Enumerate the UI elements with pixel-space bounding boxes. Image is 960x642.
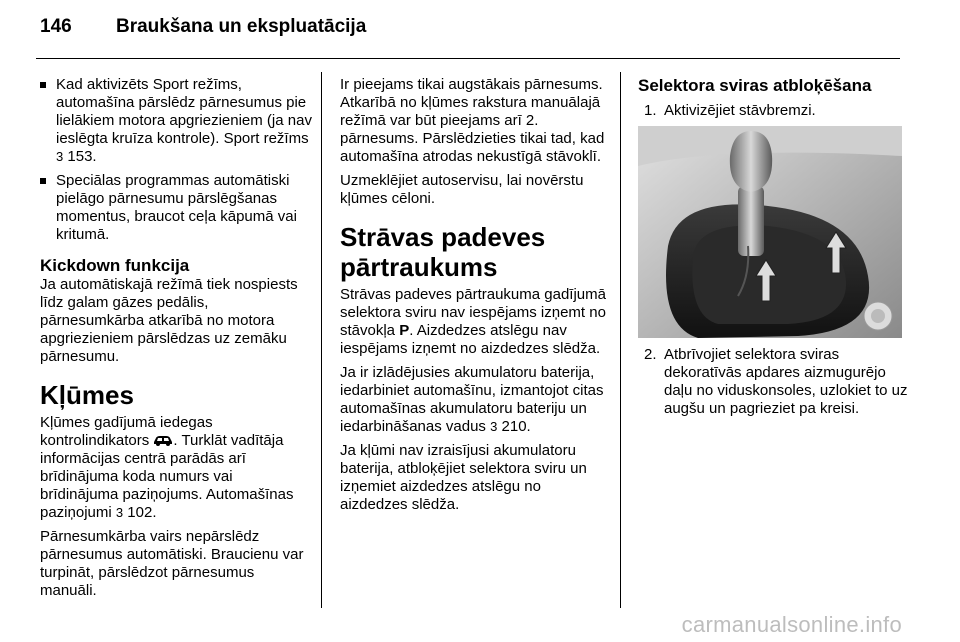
bullet-square-icon (40, 82, 46, 88)
faults-paragraph-2: Pārnesumkārba vairs nepārslēdz pārnesumus automātiski. Braucienu var turpināt, pārslēdzot pārnesumus manuāli. (40, 528, 304, 599)
watermark: carmanualsonline.info (681, 612, 902, 637)
page-header (40, 16, 366, 46)
kickdown-paragraph: Ja automātiskajā režīmā tiek nospiests līdz galam gāzes pedālis, pārnesumkārba atkarībā no motora apgriezieniem pārslēdzas uz zemāku pārnesumu. (40, 276, 298, 365)
page-reference: 153. (67, 148, 97, 165)
paragraph: Ja kļūmi nav izraisījusi akumulatoru baterija, atbloķējiet selektora sviru un izņemiet aizdedzes atslēgu no aizdedzes slēdža. (340, 442, 587, 513)
page-reference: 210. (501, 418, 531, 435)
paragraph: Strāvas padeves pārtraukuma gadījumā selektora sviru nav iespējams izņemt no stāvokļa P. Aizdedzes atslēgu nav iespējams izņemt no aizdedzes slēdža. (340, 286, 606, 357)
paragraph: Ir pieejams tikai augstākais pārnesums. Atkarībā no kļūmes rakstura manuālajā režīmā var būt pieejams arī 2. pārnesums. Pārslēdzieties tikai tad, kad automašīna atrodas nekustīgā stāvoklī. (340, 76, 605, 165)
bullet-item (40, 76, 312, 166)
page-reference-icon: 3 (490, 419, 498, 434)
column-right (638, 76, 908, 424)
page-reference-icon: 3 (56, 149, 64, 164)
page-number: 146 (40, 16, 72, 37)
bullet-text: Speciālas programmas automātiski pielāgo pārnesumu pārslēgšanas momentus, braucot ceļa kāpumā vai kritumā. (56, 172, 297, 243)
column-divider (321, 72, 322, 608)
bullet-text: Kad aktivizēts Sport režīms, automašīna pārslēdz pārnesumus pie lielākiem motora apgriezieniem (ja nav ieslēgta kruīza kontrole). Sport režīms (56, 76, 312, 147)
gear-position-p: P (399, 322, 410, 339)
paragraph: Uzmeklējiet autoservisu, lai novērstu kļūmes cēloni. (340, 172, 584, 207)
faults-paragraph: Kļūmes gadījumā iedegas kontrolindikators . Turklāt vadītāja informācijas centrā parādās arī brīdinājuma koda numurs vai brīdinājuma paziņojums. Automašīnas paziņojumi 3 102. (40, 414, 294, 521)
gear-selector-photo (638, 126, 902, 338)
column-middle (340, 76, 610, 520)
paragraph: Ja ir izlādējusies akumulatoru baterija, iedarbiniet automašīnu, izmantojot citas automašīnas akumulatoru bateriju un iedarbināšanas vadus 3 210. (340, 364, 604, 435)
step-2: 2. Atbrīvojiet selektora sviras dekoratīvās apdares aizmugurējo daļu no viduskonsoles, uzlokiet to uz augšu un pagrieziet pa kreisi. (644, 346, 908, 417)
header-rule (36, 58, 900, 59)
step-1: 1. Aktivizējiet stāvbremzi. (644, 102, 816, 119)
column-left (40, 76, 312, 606)
section-heading: Selektora sviras atbloķēšana (638, 76, 872, 95)
chapter-title: Braukšana un ekspluatācija (116, 16, 367, 37)
bullet-square-icon (40, 178, 46, 184)
bullet-item (40, 172, 312, 244)
faults-heading: Kļūmes (40, 380, 134, 410)
power-heading: Strāvas padeves pārtraukums (340, 222, 546, 282)
page-reference: 102. (127, 504, 157, 521)
car-fault-icon (153, 434, 173, 446)
page-reference-icon: 3 (115, 505, 124, 520)
kickdown-heading: Kickdown funkcija (40, 256, 190, 275)
column-divider (620, 72, 621, 608)
